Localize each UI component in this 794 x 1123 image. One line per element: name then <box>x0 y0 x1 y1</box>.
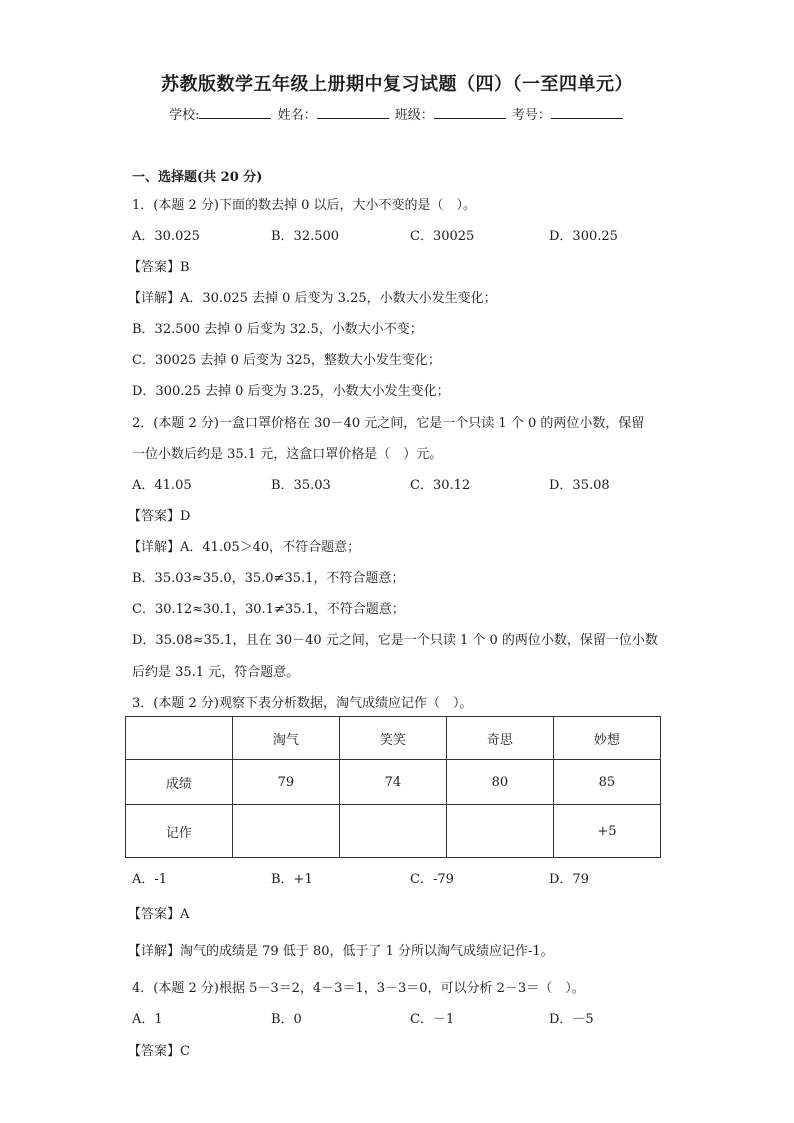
table-header-row <box>126 717 661 760</box>
question-2-stem: 一位小数后约是 35.1 元，这盒口罩价格是（ ）元。 <box>132 447 443 462</box>
option-c[interactable]: C．－1 <box>410 1012 455 1027</box>
option-b[interactable]: B．35.03 <box>271 478 331 493</box>
option-d[interactable]: D．300.25 <box>549 229 618 244</box>
question-2-explanation-line: 【详解】A．41.05＞40，不符合题意； <box>128 540 361 555</box>
question-1-explanation-line: 【详解】A．30.025 去掉 0 后变为 3.25，小数大小发生变化； <box>128 291 497 306</box>
question-2-stem: 2．(本题 2 分)一盒口罩价格在 30－40 元之间，它是一个只读 1 个 0 的两位小数，保留 <box>132 416 645 431</box>
table-header-cell: 奇思 <box>446 717 553 760</box>
id-blank[interactable] <box>551 106 623 119</box>
option-a[interactable]: A．30.025 <box>132 229 200 244</box>
option-b[interactable]: B．32.500 <box>271 229 340 244</box>
school-label: 学校: <box>169 108 200 123</box>
question-2-answer: 【答案】D <box>128 509 191 524</box>
table-cell <box>339 805 446 858</box>
page-title: 苏教版数学五年级上册期中复习试题（四）（一至四单元） <box>161 74 633 95</box>
table-cell: 成绩 <box>126 760 233 805</box>
question-1-explanation-line: B．32.500 去掉 0 后变为 32.5，小数大小不变； <box>132 322 423 337</box>
question-3-explanation-line: 【详解】淘气的成绩是 79 低于 80，低于了 1 分所以淘气成绩应记作-1。 <box>128 944 554 959</box>
option-d[interactable]: D．－5 <box>549 1012 594 1027</box>
table-row <box>126 805 661 858</box>
question-1-stem: 1．(本题 2 分)下面的数去掉 0 以后，大小不变的是（ ）。 <box>132 198 476 213</box>
table-cell <box>126 717 233 760</box>
question-2-explanation-line: D．35.08≈35.1，且在 30－40 元之间，它是一个只读 1 个 0 的两位小数，保留一位小数 <box>132 633 658 648</box>
table-cell: 85 <box>553 760 660 805</box>
table-cell: +5 <box>553 805 660 858</box>
option-b[interactable]: B．+1 <box>271 872 313 887</box>
option-a[interactable]: A．41.05 <box>132 478 192 493</box>
question-3-answer: 【答案】A <box>128 907 190 922</box>
table-cell: 记作 <box>126 805 233 858</box>
option-c[interactable]: C．-79 <box>410 872 454 887</box>
table-cell: 74 <box>339 760 446 805</box>
question-2-explanation-line: 后约是 35.1 元，符合题意。 <box>132 665 300 680</box>
question-1-explanation-line: C．30025 去掉 0 后变为 325，整数大小发生变化； <box>132 353 441 368</box>
student-info-line <box>0 104 794 123</box>
score-table <box>125 716 661 858</box>
table-header-cell: 妙想 <box>553 717 660 760</box>
table-cell: 79 <box>232 760 339 805</box>
option-d[interactable]: D．79 <box>549 872 589 887</box>
table-cell <box>232 805 339 858</box>
table-cell: 80 <box>446 760 553 805</box>
class-label: 班级： <box>394 108 434 123</box>
table-header-cell: 淘气 <box>232 717 339 760</box>
table-cell <box>446 805 553 858</box>
option-b[interactable]: B．0 <box>271 1012 302 1027</box>
name-blank[interactable] <box>317 106 389 119</box>
option-c[interactable]: C．30025 <box>410 229 475 244</box>
question-2-explanation-line: B．35.03≈35.0，35.0≠35.1，不符合题意； <box>132 571 405 586</box>
question-4-stem: 4．(本题 2 分)根据 5－3＝2，4－3＝1，3－3＝0，可以分析 2－3＝（ ）。 <box>132 981 585 996</box>
section-title: 一、选择题(共 20 分) <box>132 170 263 185</box>
id-label: 考号： <box>511 108 551 123</box>
option-d[interactable]: D．35.08 <box>549 478 610 493</box>
school-blank[interactable] <box>199 106 271 119</box>
question-2-explanation-line: C．30.12≈30.1，30.1≠35.1，不符合题意； <box>132 602 405 617</box>
question-4-answer: 【答案】C <box>128 1044 190 1059</box>
option-c[interactable]: C．30.12 <box>410 478 471 493</box>
class-blank[interactable] <box>434 106 506 119</box>
question-3-stem: 3．(本题 2 分)观察下表分析数据，淘气成绩应记作（ ）。 <box>132 696 473 711</box>
question-1-explanation-line: D．300.25 去掉 0 后变为 3.25，小数大小发生变化； <box>132 384 450 399</box>
table-header-cell: 笑笑 <box>339 717 446 760</box>
option-a[interactable]: A．1 <box>132 1012 163 1027</box>
option-a[interactable]: A．-1 <box>132 872 168 887</box>
table-row <box>126 760 661 805</box>
name-label: 姓名： <box>277 108 317 123</box>
question-1-answer: 【答案】B <box>128 260 190 275</box>
